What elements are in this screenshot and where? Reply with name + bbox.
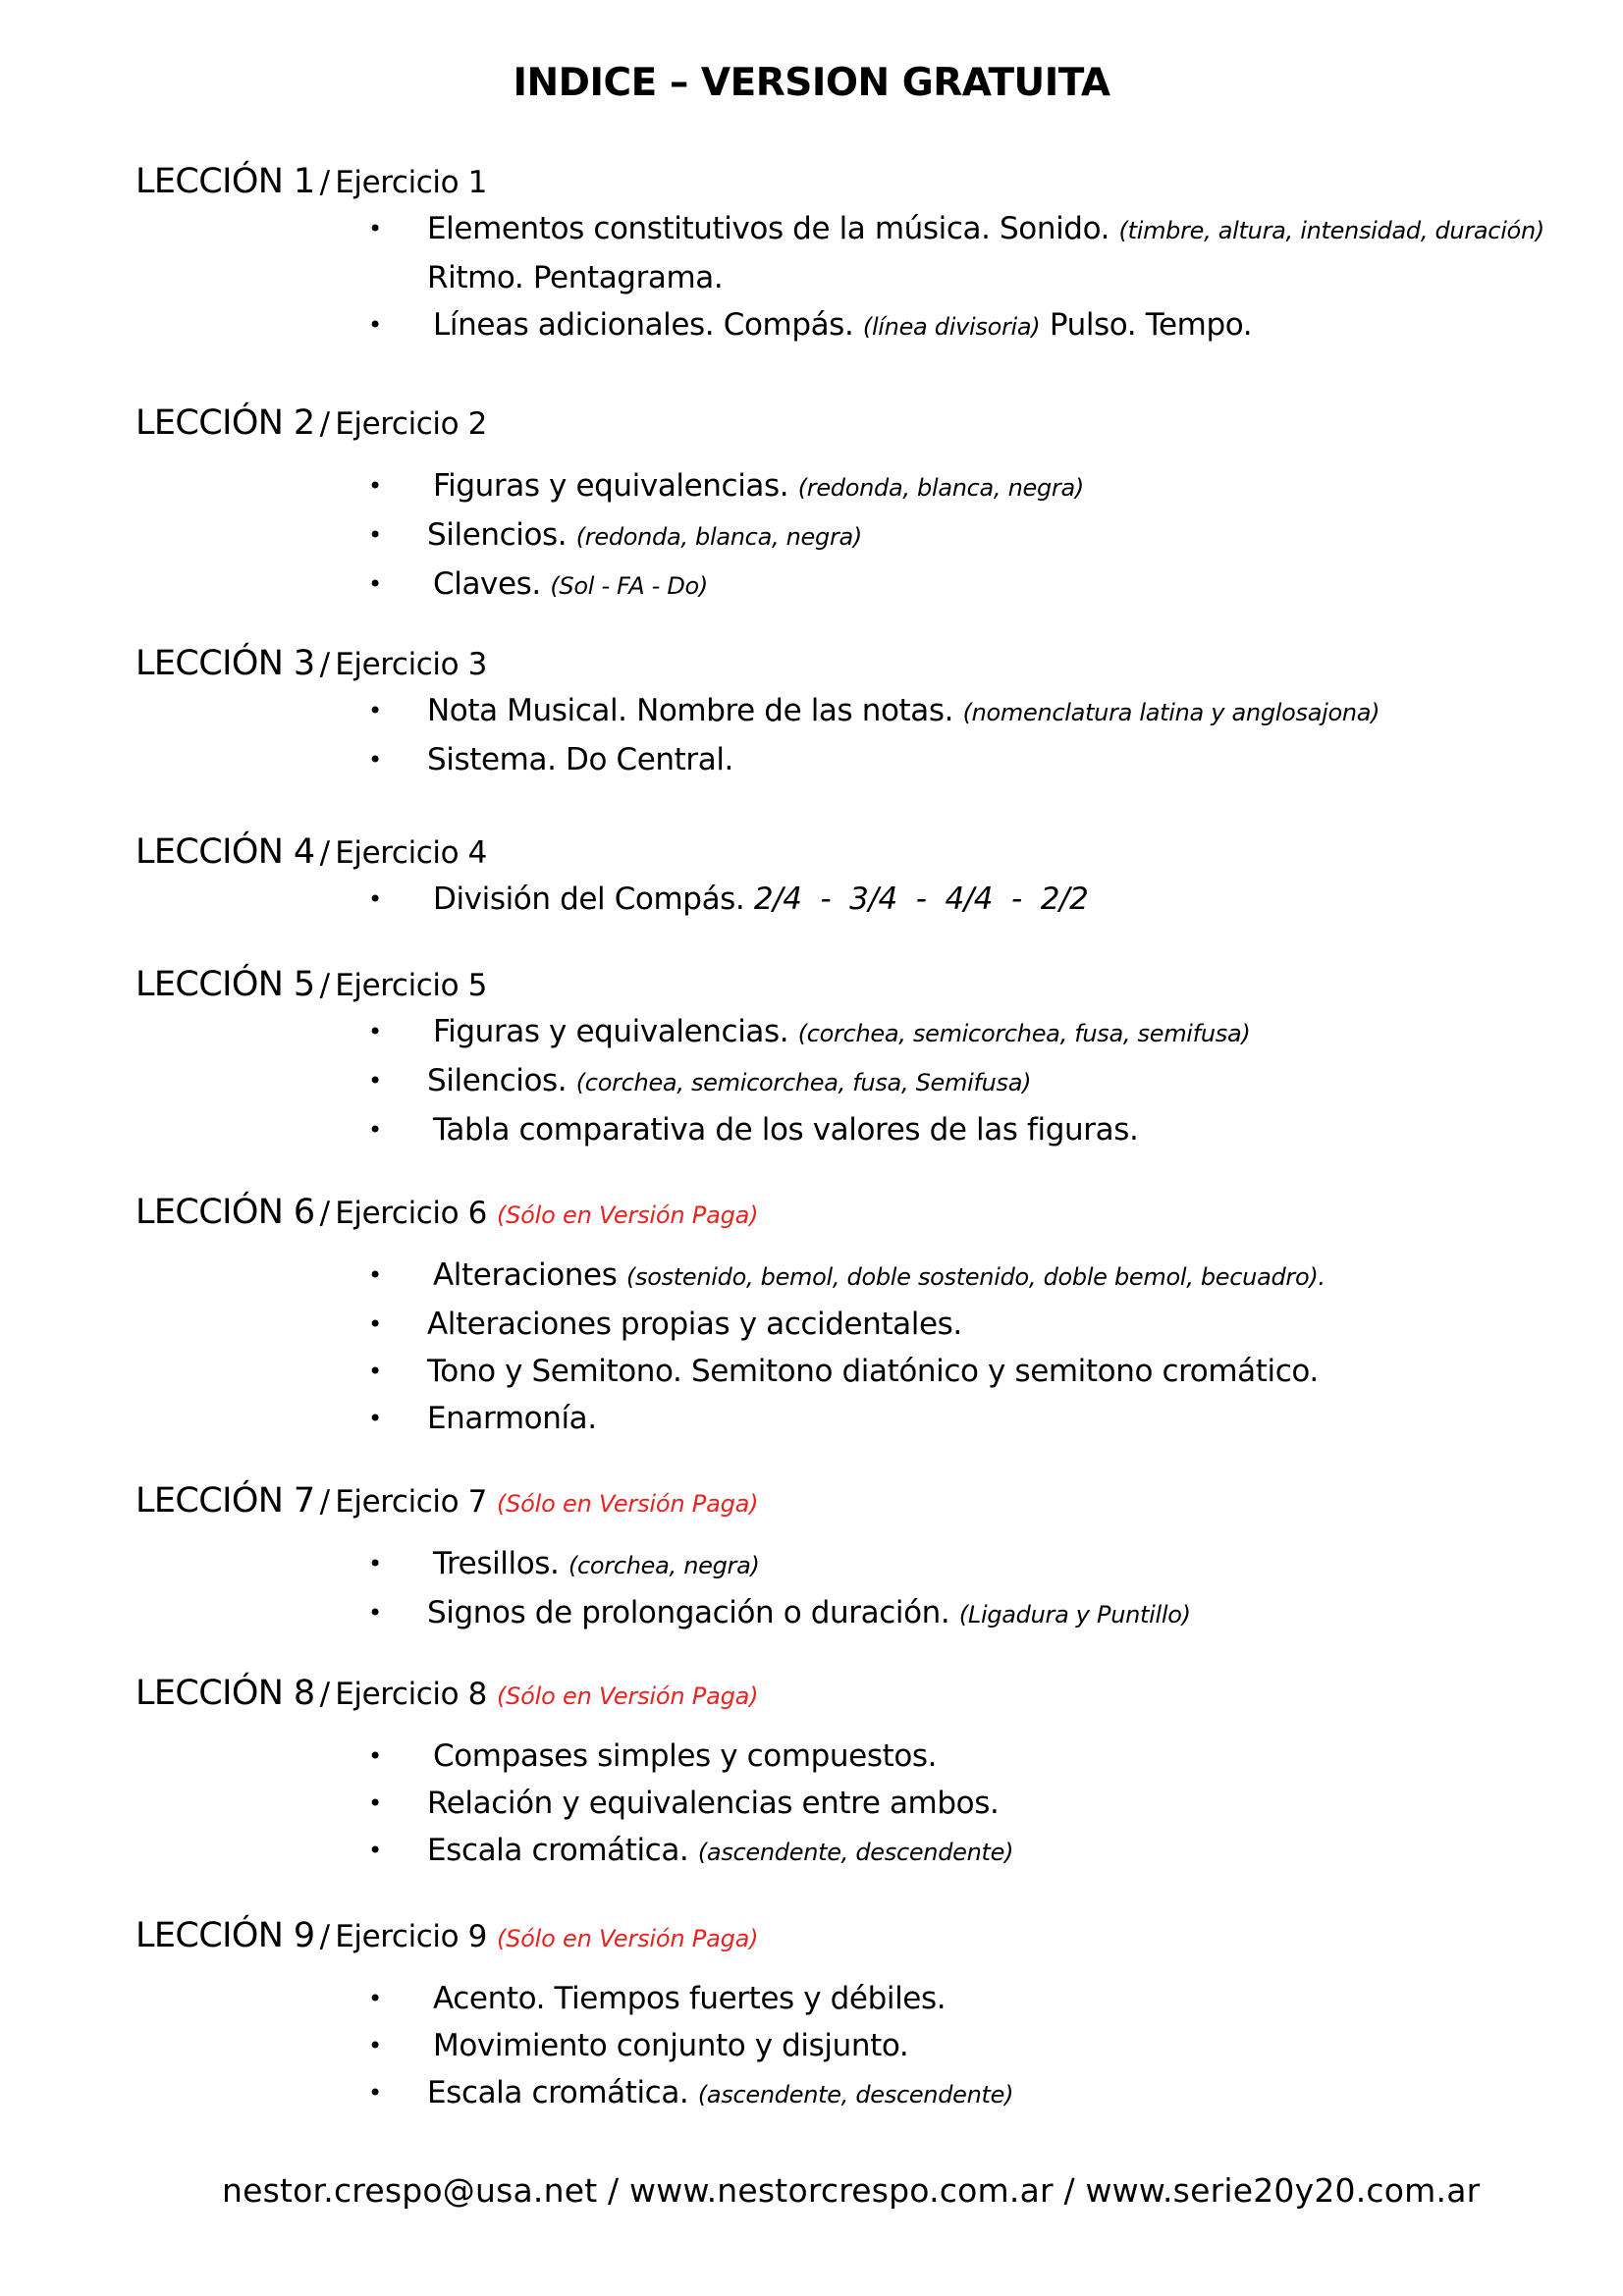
bullet-icon: • (368, 1018, 382, 1045)
topic-item (135, 1975, 1623, 2022)
topic-note: (corchea, semicorchea, fusa, Semifusa) (575, 1069, 1032, 1096)
topic-item (135, 205, 1623, 301)
bullet-icon: • (368, 311, 382, 339)
exercise-label: Ejercicio 9 (335, 1919, 487, 1954)
topic-note: (Ligadura y Puntillo) (958, 1601, 1191, 1629)
topic-text: Silencios. (427, 1063, 568, 1098)
lesson-label: LECCIÓN 9 (135, 1916, 315, 1955)
topic-item (135, 1252, 1623, 1301)
bullet-icon: • (368, 1742, 382, 1770)
topic-text: Escala cromática. (427, 2075, 689, 2110)
bullet-icon: • (368, 885, 382, 913)
lesson-label: LECCIÓN 3 (135, 644, 315, 683)
topic-item (135, 1057, 1623, 1106)
lesson-header (135, 160, 1510, 203)
exercise-label: Ejercicio 1 (335, 165, 487, 200)
lesson-block (135, 1479, 1510, 1638)
bullet-icon: • (368, 215, 382, 242)
bullet-icon: • (368, 1789, 382, 1817)
lesson-separator: / (319, 1484, 331, 1520)
topic-list (135, 462, 1510, 610)
lesson-header (135, 1914, 1510, 1957)
bullet-icon: • (368, 1599, 382, 1627)
topic-item (135, 301, 1623, 350)
lesson-separator: / (319, 406, 331, 442)
topic-item (135, 876, 1623, 923)
topic-list (135, 1252, 1510, 1442)
topic-item (135, 2069, 1623, 2118)
bullet-icon: • (368, 2032, 382, 2059)
topic-list (135, 1008, 1510, 1153)
bullet-icon: • (368, 1116, 382, 1144)
lesson-block (135, 401, 1510, 610)
topic-text: Movimiento conjunto y disjunto. (433, 2028, 909, 2063)
topic-note: (Sol - FA - Do) (550, 572, 708, 600)
exercise-label: Ejercicio 4 (335, 835, 487, 871)
topic-text: Enarmonía. (427, 1401, 597, 1436)
lesson-block (135, 1672, 1510, 1876)
topic-note: (ascendente, descendente) (697, 2081, 1014, 2109)
topic-list (135, 205, 1544, 350)
lesson-label: LECCIÓN 6 (135, 1193, 315, 1232)
topic-note: (redonda, blanca, negra) (797, 474, 1084, 502)
topic-item (135, 462, 1623, 511)
lesson-separator: / (319, 968, 331, 1003)
topic-list (135, 1975, 1510, 2118)
topic-item (135, 687, 1623, 736)
topic-note: (redonda, blanca, negra) (575, 523, 862, 551)
topic-item (135, 511, 1623, 561)
topic-text: Acento. Tiempos fuertes y débiles. (433, 1981, 947, 2016)
lesson-block (135, 1914, 1510, 2118)
topic-item (135, 1780, 1623, 1827)
footer-contact: nestor.crespo@usa.net / www.nestorcrespo.com.ar / www.serie20y20.com.ar (222, 2171, 1481, 2210)
bullet-icon: • (368, 746, 382, 774)
topic-item (135, 1827, 1623, 1876)
exercise-label: Ejercicio 2 (335, 406, 487, 442)
bullet-icon: • (368, 1310, 382, 1338)
lesson-label: LECCIÓN 1 (135, 162, 315, 201)
topic-text: Figuras y equivalencias. (433, 1014, 789, 1049)
lesson-separator: / (319, 835, 331, 871)
lesson-block (135, 642, 1510, 783)
topic-list (135, 687, 1510, 783)
topic-text: Figuras y equivalencias. (433, 468, 789, 504)
topic-text: Elementos constitutivos de la música. Sonido. (427, 211, 1110, 246)
topic-list (135, 1540, 1510, 1638)
topic-item (135, 1395, 1623, 1442)
lesson-header (135, 963, 1510, 1006)
topic-item (135, 1540, 1623, 1589)
topic-item (135, 736, 1623, 783)
lesson-label: LECCIÓN 7 (135, 1481, 315, 1521)
topic-text: Relación y equivalencias entre ambos. (427, 1786, 1000, 1821)
paid-version-note: (Sólo en Versión Paga) (496, 1925, 759, 1952)
topic-item (135, 1589, 1623, 1638)
bullet-icon: • (368, 1261, 382, 1289)
lesson-header (135, 1479, 1510, 1522)
lesson-separator: / (319, 1919, 331, 1954)
topic-text: Alteraciones (433, 1257, 618, 1293)
topic-text: Tabla comparativa de los valores de las figuras. (433, 1112, 1139, 1148)
exercise-label: Ejercicio 8 (335, 1677, 487, 1712)
bullet-icon: • (368, 570, 382, 598)
lesson-label: LECCIÓN 4 (135, 832, 315, 872)
topic-note: (timbre, altura, intensidad, duración) (1118, 217, 1544, 244)
lesson-separator: / (319, 1677, 331, 1712)
topic-item (135, 1733, 1623, 1780)
lesson-separator: / (319, 647, 331, 682)
page-title: INDICE – VERSION GRATUITA (513, 61, 1110, 105)
topic-text: Claves. (433, 566, 541, 602)
exercise-label: Ejercicio 3 (335, 647, 487, 682)
topic-item (135, 1106, 1623, 1153)
bullet-icon: • (368, 1837, 382, 1864)
exercise-label: Ejercicio 7 (335, 1484, 487, 1520)
topic-text: Tresillos. (433, 1546, 560, 1581)
topic-note: (línea divisoria) (862, 313, 1041, 341)
lesson-separator: / (319, 1196, 331, 1231)
exercise-label: Ejercicio 5 (335, 968, 487, 1003)
topic-text: Escala cromática. (427, 1833, 689, 1868)
bullet-icon: • (368, 697, 382, 724)
topic-text: Líneas adicionales. Compás. (433, 307, 854, 343)
paid-version-note: (Sólo en Versión Paga) (496, 1201, 759, 1229)
topic-text-after: Ritmo. Pentagrama. (427, 260, 724, 295)
topic-text: Signos de prolongación o duración. (427, 1595, 950, 1630)
topic-note: (corchea, semicorchea, fusa, semifusa) (797, 1020, 1251, 1047)
topic-text: División del Compás. (433, 881, 745, 917)
topic-item (135, 1348, 1623, 1395)
lesson-header (135, 1191, 1510, 1234)
lesson-label: LECCIÓN 8 (135, 1674, 315, 1713)
topic-text: Silencios. (427, 517, 568, 553)
topic-list (135, 1733, 1510, 1876)
lesson-block (135, 1191, 1510, 1442)
topic-text: Tono y Semitono. Semitono diatónico y semitono cromático. (427, 1354, 1319, 1389)
lesson-header (135, 401, 1510, 445)
lesson-header (135, 830, 1510, 874)
topic-note: (sostenido, bemol, doble sostenido, doble bemol, becuadro). (625, 1263, 1325, 1291)
bullet-icon: • (368, 1405, 382, 1432)
topic-item (135, 1301, 1623, 1348)
topic-text-after: Pulso. Tempo. (1049, 307, 1253, 343)
topic-text: Nota Musical. Nombre de las notas. (427, 693, 954, 728)
topic-note: (nomenclatura latina y anglosajona) (962, 699, 1380, 726)
bullet-icon: • (368, 472, 382, 500)
bullet-icon: • (368, 2079, 382, 2107)
paid-version-note: (Sólo en Versión Paga) (496, 1490, 759, 1518)
topic-text: Alteraciones propias y accidentales. (427, 1307, 962, 1342)
bullet-icon: • (368, 1550, 382, 1577)
bullet-icon: • (368, 521, 382, 549)
topic-note: (ascendente, descendente) (697, 1839, 1014, 1866)
topic-item (135, 2022, 1623, 2069)
lesson-label: LECCIÓN 2 (135, 403, 315, 443)
lesson-block (135, 160, 1544, 350)
lesson-header (135, 642, 1510, 685)
topic-item (135, 561, 1623, 610)
paid-version-note: (Sólo en Versión Paga) (496, 1682, 759, 1710)
bullet-icon: • (368, 1358, 382, 1385)
bullet-icon: • (368, 1067, 382, 1095)
topic-text-after: 2/4 - 3/4 - 4/4 - 2/2 (753, 881, 1089, 917)
topic-note: (corchea, negra) (568, 1552, 760, 1579)
lesson-label: LECCIÓN 5 (135, 965, 315, 1004)
lesson-block (135, 830, 1510, 923)
lesson-block (135, 963, 1510, 1153)
bullet-icon: • (368, 1985, 382, 2012)
exercise-label: Ejercicio 6 (335, 1196, 487, 1231)
lesson-separator: / (319, 165, 331, 200)
topic-text: Compases simples y compuestos. (433, 1738, 938, 1774)
topic-text: Sistema. Do Central. (427, 742, 733, 777)
lesson-header (135, 1672, 1510, 1715)
topic-list (135, 876, 1510, 923)
topic-item (135, 1008, 1623, 1057)
